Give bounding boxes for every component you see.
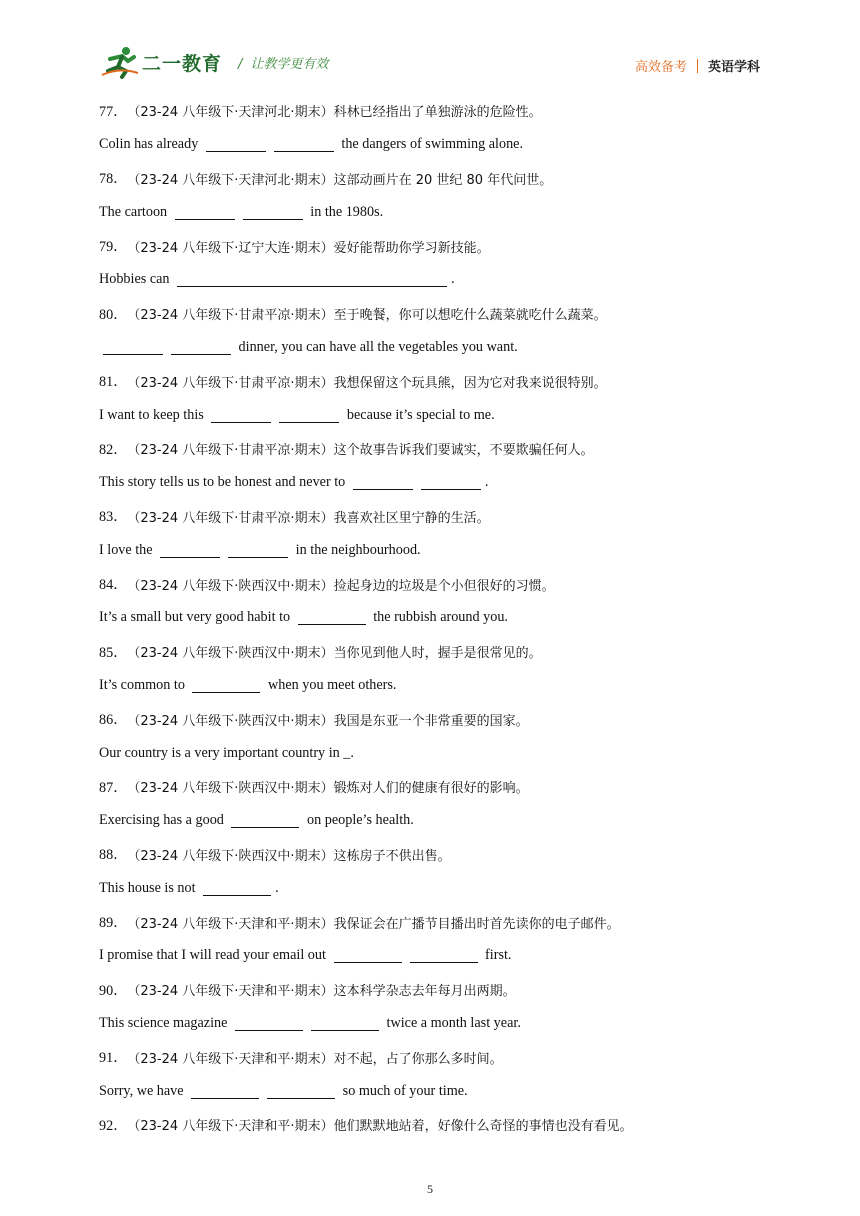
question-number: 86． xyxy=(99,712,128,729)
answer-blank[interactable] xyxy=(311,1016,379,1031)
answer-sentence xyxy=(99,533,759,567)
question-prompt xyxy=(99,94,759,128)
sentence-start: I love the xyxy=(99,541,157,558)
sentence-end: in the 1980s. xyxy=(306,203,384,220)
question-chinese: 捡起身边的垃圾是个小但很好的习惯。 xyxy=(333,578,555,594)
answer-sentence xyxy=(99,871,759,905)
question-chinese: 我保证会在广播节目播出时首先读你的电子邮件。 xyxy=(333,916,620,932)
question-number: 77． xyxy=(99,103,128,120)
question-number: 81． xyxy=(99,374,128,391)
question-source: （23-24 八年级下·天津和平·期末） xyxy=(127,984,334,1000)
question-prompt xyxy=(99,567,759,601)
question-prompt xyxy=(99,500,759,534)
answer-blank[interactable] xyxy=(274,137,334,152)
question-number: 91． xyxy=(99,1050,128,1067)
question-chinese: 对不起，占了你那么多时间。 xyxy=(333,1051,503,1067)
sentence-end: _. xyxy=(343,744,354,761)
sentence-start: I promise that I will read your email out xyxy=(99,947,330,964)
question-number: 88． xyxy=(99,847,128,864)
question-number: 79． xyxy=(99,239,128,256)
question-number: 89． xyxy=(99,915,128,932)
answer-sentence xyxy=(99,1074,759,1108)
question-chinese: 他们默默地站着，好像什么奇怪的事情也没有看见。 xyxy=(333,1119,633,1135)
question-chinese: 当你见到他人时，握手是很常见的。 xyxy=(333,646,542,662)
sentence-end: the dangers of swimming alone. xyxy=(337,136,524,153)
answer-sentence xyxy=(99,1007,759,1041)
question-chinese: 我国是东亚一个非常重要的国家。 xyxy=(333,713,529,729)
sentence-end: twice a month last year. xyxy=(382,1014,521,1031)
header-tags xyxy=(635,56,760,75)
sentence-end: dinner, you can have all the vegetables you want. xyxy=(235,338,518,355)
sentence-end: in the neighbourhood. xyxy=(292,541,421,558)
question-number: 80． xyxy=(99,306,128,323)
tag-english-subject: 英语学科 xyxy=(707,60,760,75)
slogan-slash: / xyxy=(238,56,243,72)
question-source: （23-24 八年级下·甘肃平凉·期末） xyxy=(127,308,334,324)
sentence-end: . xyxy=(275,879,279,896)
question-source: （23-24 八年级下·陕西汉中·期末） xyxy=(127,781,334,797)
question-chinese: 爱好能帮助你学习新技能。 xyxy=(333,240,490,256)
sentence-start: This science magazine xyxy=(99,1014,231,1031)
question-source: （23-24 八年级下·天津河北·期末） xyxy=(127,172,334,188)
question-prompt xyxy=(99,1108,759,1142)
question-prompt xyxy=(99,838,759,872)
sentence-start: It’s a small but very good habit to xyxy=(99,609,294,626)
answer-blank[interactable] xyxy=(191,1084,259,1099)
logo xyxy=(100,44,328,80)
question-number: 87． xyxy=(99,779,128,796)
question-source: （23-24 八年级下·陕西汉中·期末） xyxy=(127,646,334,662)
answer-blank[interactable] xyxy=(211,408,271,423)
answer-blank[interactable] xyxy=(421,475,481,490)
question-chinese: 我想保留这个玩具熊，因为它对我来说很特别。 xyxy=(333,375,607,391)
question-chinese: 这个故事告诉我们要诚实，不要欺骗任何人。 xyxy=(333,443,594,459)
answer-blank[interactable] xyxy=(353,475,413,490)
sentence-start: Colin has already xyxy=(99,136,202,153)
question-chinese: 锻炼对人们的健康有很好的影响。 xyxy=(333,781,529,797)
sentence-start: Hobbies can xyxy=(99,271,174,288)
question-prompt xyxy=(99,364,759,398)
question-prompt xyxy=(99,229,759,263)
question-source: （23-24 八年级下·甘肃平凉·期末） xyxy=(127,510,334,526)
sentence-start: This story tells us to be honest and never to xyxy=(99,474,349,491)
answer-sentence xyxy=(99,736,759,770)
running-figure-icon xyxy=(100,45,140,79)
sentence-end: the rubbish around you. xyxy=(369,609,508,626)
answer-sentence xyxy=(99,331,759,365)
question-number: 85． xyxy=(99,644,128,661)
slogan-text: 让教学更有效 xyxy=(250,56,329,72)
answer-blank[interactable] xyxy=(243,205,303,220)
answer-blank[interactable] xyxy=(279,408,339,423)
answer-sentence xyxy=(99,128,759,162)
answer-blank[interactable] xyxy=(228,543,288,558)
answer-sentence xyxy=(99,939,759,973)
sentence-start: The cartoon xyxy=(99,203,171,220)
sentence-start: I want to keep this xyxy=(99,406,208,423)
question-prompt xyxy=(99,770,759,804)
sentence-start: Exercising has a good xyxy=(99,812,228,829)
question-prompt xyxy=(99,162,759,196)
slogan xyxy=(238,53,328,72)
question-source: （23-24 八年级下·甘肃平凉·期末） xyxy=(127,443,334,459)
question-chinese: 我喜欢社区里宁静的生活。 xyxy=(333,510,490,526)
question-chinese: 这栋房子不供出售。 xyxy=(333,848,451,864)
answer-blank[interactable] xyxy=(192,678,260,693)
question-number: 83． xyxy=(99,509,128,526)
question-prompt xyxy=(99,432,759,466)
sentence-start: Our country is a very important country in xyxy=(99,744,344,761)
question-prompt xyxy=(99,702,759,736)
answer-sentence xyxy=(99,195,759,229)
question-prompt xyxy=(99,1040,759,1074)
answer-blank[interactable] xyxy=(177,272,447,287)
answer-blank[interactable] xyxy=(235,1016,303,1031)
question-source: （23-24 八年级下·天津河北·期末） xyxy=(127,105,334,121)
answer-blank[interactable] xyxy=(203,881,271,896)
answer-blank[interactable] xyxy=(410,948,478,963)
sentence-end: when you meet others. xyxy=(264,676,397,693)
question-source: （23-24 八年级下·甘肃平凉·期末） xyxy=(127,375,334,391)
question-prompt xyxy=(99,973,759,1007)
answer-blank[interactable] xyxy=(298,610,366,625)
answer-blank[interactable] xyxy=(206,137,266,152)
question-number: 84． xyxy=(99,577,128,594)
answer-blank[interactable] xyxy=(231,813,299,828)
question-chinese: 科林已经指出了单独游泳的危险性。 xyxy=(333,105,542,121)
logo-text: 二一教育 xyxy=(142,52,223,75)
question-source: （23-24 八年级下·天津和平·期末） xyxy=(127,1051,334,1067)
question-source: （23-24 八年级下·天津和平·期末） xyxy=(127,1119,334,1135)
answer-blank[interactable] xyxy=(267,1084,335,1099)
page-header xyxy=(100,44,760,80)
question-number: 78． xyxy=(99,171,128,188)
question-chinese: 这部动画片在 20 世纪 80 年代问世。 xyxy=(333,172,553,188)
question-source: （23-24 八年级下·天津和平·期末） xyxy=(127,916,334,932)
page-number: 5 xyxy=(427,1182,433,1196)
sentence-start: It’s common to xyxy=(99,676,189,693)
tag-efficient-prep: 高效备考 xyxy=(634,60,687,75)
sentence-end: . xyxy=(484,474,489,491)
question-prompt xyxy=(99,297,759,331)
sentence-end: first. xyxy=(481,947,512,964)
answer-sentence xyxy=(99,466,759,500)
question-chinese: 至于晚餐，你可以想吃什么蔬菜就吃什么蔬菜。 xyxy=(333,308,607,324)
sentence-end: so much of your time. xyxy=(339,1082,468,1099)
tag-divider xyxy=(697,59,698,73)
question-number: 92． xyxy=(99,1117,128,1134)
question-list xyxy=(99,94,759,1142)
answer-blank[interactable] xyxy=(103,340,163,355)
answer-blank[interactable] xyxy=(334,948,402,963)
question-source: （23-24 八年级下·陕西汉中·期末） xyxy=(127,713,334,729)
answer-sentence xyxy=(99,804,759,838)
sentence-start: This house is not xyxy=(99,879,200,896)
sentence-end: on people’s health. xyxy=(303,812,414,829)
question-number: 90． xyxy=(99,982,128,999)
sentence-start: Sorry, we have xyxy=(99,1082,188,1099)
question-source: （23-24 八年级下·陕西汉中·期末） xyxy=(127,578,334,594)
question-prompt xyxy=(99,905,759,939)
question-chinese: 这本科学杂志去年每月出两期。 xyxy=(333,984,516,1000)
answer-blank[interactable] xyxy=(171,340,231,355)
question-prompt xyxy=(99,635,759,669)
answer-sentence xyxy=(99,601,759,635)
question-source: （23-24 八年级下·陕西汉中·期末） xyxy=(127,848,334,864)
answer-sentence xyxy=(99,398,759,432)
answer-blank[interactable] xyxy=(175,205,235,220)
question-number: 82． xyxy=(99,441,128,458)
answer-blank[interactable] xyxy=(160,543,220,558)
sentence-end: because it’s special to me. xyxy=(343,406,495,423)
answer-sentence xyxy=(99,669,759,703)
question-source: （23-24 八年级下·辽宁大连·期末） xyxy=(127,240,334,256)
answer-sentence xyxy=(99,263,759,297)
sentence-end: . xyxy=(451,271,455,288)
